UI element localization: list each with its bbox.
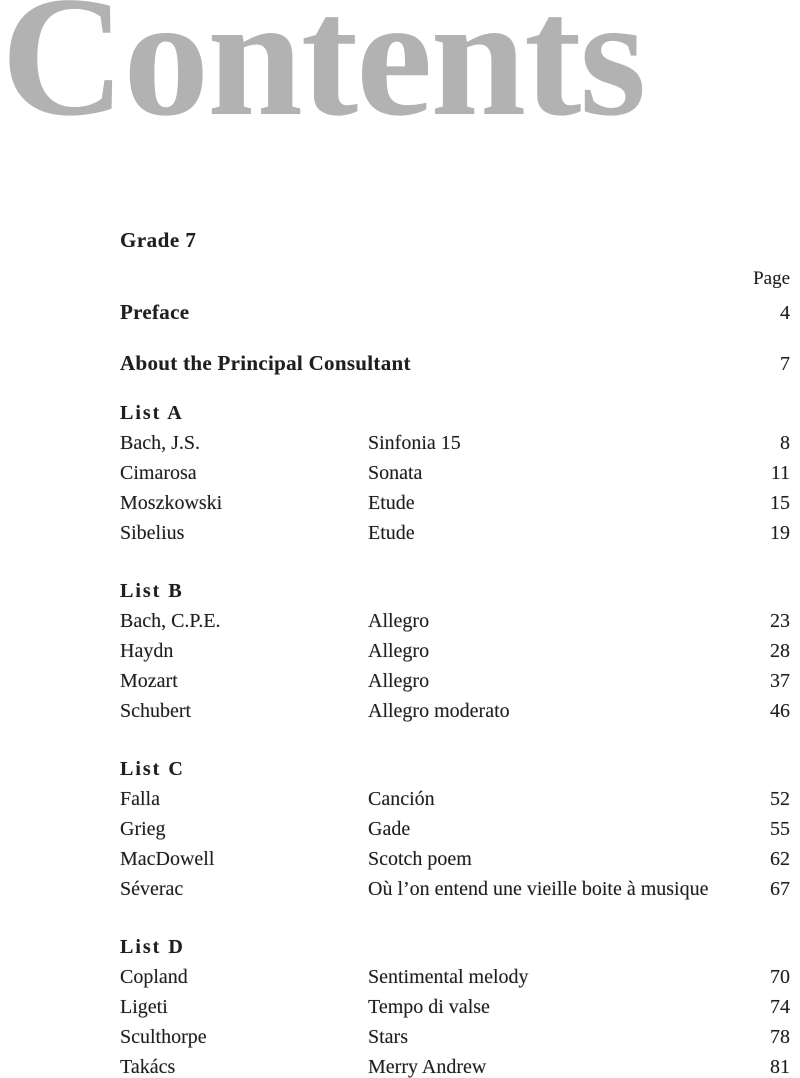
composer-name: Ligeti (120, 996, 168, 1018)
table-row (120, 458, 790, 488)
page-number: 46 (770, 700, 790, 722)
page-number: 62 (770, 848, 790, 870)
composer-name: Haydn (120, 640, 174, 662)
page-number: 55 (770, 818, 790, 840)
piece-title: Canción (368, 788, 435, 810)
page-number: 67 (770, 878, 790, 900)
page-column-label: Page (753, 268, 790, 289)
composer-name: Schubert (120, 700, 192, 722)
composer-name: Séverac (120, 878, 184, 900)
table-row (120, 962, 790, 992)
table-row (120, 1022, 790, 1052)
page-number: 37 (770, 670, 790, 692)
piece-title: Allegro moderato (368, 700, 510, 722)
grade-heading: Grade 7 (120, 228, 197, 252)
page-number: 11 (770, 462, 790, 484)
piece-title: Allegro (368, 610, 430, 632)
table-row (120, 606, 790, 636)
list-b-heading: List B (120, 580, 184, 602)
piece-title: Etude (368, 492, 415, 514)
composer-name: Copland (120, 966, 188, 988)
piece-title: Sentimental melody (368, 966, 529, 988)
piece-title: Scotch poem (368, 848, 472, 870)
table-row (120, 874, 790, 904)
composer-name: Moszkowski (120, 492, 223, 514)
table-row (120, 636, 790, 666)
composer-name: MacDowell (120, 848, 215, 870)
list-c-rows (120, 784, 790, 904)
page-number: 23 (770, 610, 790, 632)
piece-title: Allegro (368, 670, 430, 692)
composer-name: Bach, J.S. (120, 432, 200, 454)
list-b-rows (120, 606, 790, 726)
piece-title: Tempo di valse (368, 996, 490, 1018)
composer-name: Falla (120, 788, 160, 810)
page-title: Contents (1, 0, 645, 152)
table-row (120, 814, 790, 844)
page-number: 70 (770, 966, 790, 988)
front-matter-row-about (120, 351, 790, 376)
front-matter-row-preface (120, 300, 790, 325)
page-number: 74 (770, 996, 790, 1018)
page-number: 7 (780, 353, 790, 375)
list-c-heading: List C (120, 758, 185, 780)
composer-name: Sibelius (120, 522, 185, 544)
composer-name: Sculthorpe (120, 1026, 207, 1048)
table-row (120, 488, 790, 518)
page-number: 78 (770, 1026, 790, 1048)
page-number: 52 (770, 788, 790, 810)
table-row (120, 1052, 790, 1078)
list-a-rows (120, 428, 790, 548)
piece-title: Stars (368, 1026, 408, 1048)
table-row (120, 518, 790, 548)
composer-name: Bach, C.P.E. (120, 610, 221, 632)
piece-title: Sonata (368, 462, 423, 484)
page-number: 4 (780, 302, 790, 324)
entry-title: Preface (120, 300, 190, 324)
page-number: 8 (780, 432, 790, 454)
list-d-heading: List D (120, 936, 185, 958)
composer-name: Takács (120, 1056, 176, 1078)
piece-title: Merry Andrew (368, 1056, 487, 1078)
entry-title: About the Principal Consultant (120, 351, 411, 375)
page-number: 19 (770, 522, 790, 544)
list-d-rows (120, 962, 790, 1078)
composer-name: Cimarosa (120, 462, 197, 484)
page-number: 15 (770, 492, 790, 514)
table-row (120, 784, 790, 814)
contents-body (120, 228, 790, 1078)
piece-title: Gade (368, 818, 411, 840)
table-row (120, 428, 790, 458)
list-a-heading: List A (120, 402, 184, 424)
piece-title: Où l’on entend une vieille boite à musique (368, 878, 709, 900)
table-row (120, 696, 790, 726)
page-number: 28 (770, 640, 790, 662)
piece-title: Sinfonia 15 (368, 432, 461, 454)
table-row (120, 844, 790, 874)
piece-title: Etude (368, 522, 415, 544)
table-row (120, 992, 790, 1022)
composer-name: Mozart (120, 670, 178, 692)
table-row (120, 666, 790, 696)
composer-name: Grieg (120, 818, 166, 840)
page-number: 81 (770, 1056, 790, 1078)
piece-title: Allegro (368, 640, 430, 662)
